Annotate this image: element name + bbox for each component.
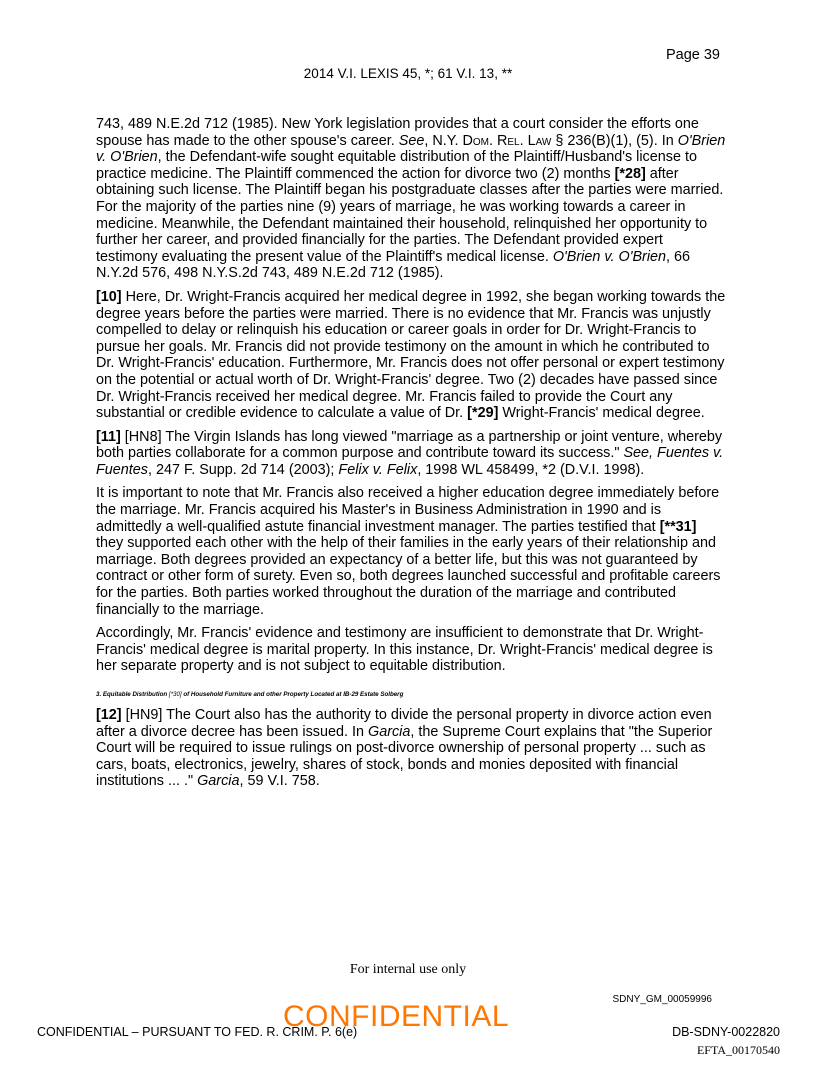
text-run: 743, 489 N.E.2d 712 (1985). New York legislation provides that a court consider the efforts one spouse has made to the other spouse's career. xyxy=(96,116,699,149)
text-run: Here, Dr. Wright-Francis acquired her medical degree in 1992, she began working towards the degree years before the parties were married. There is no evidence that Mr. Francis was unjustly compelled to delay or relinquish his education or career goals in order for Dr. Wright-Francis to pursue her goals. Mr. Francis did not provide testimony on the amount in which he contributed to Dr. Wright-Francis' education. Furthermore, Mr. Francis does not offer personal or expert testimony on the potential or actual worth of Dr. Wright-Francis' degree. Two (2) decades have passed since Dr. Wright-Francis received her medical degree. Mr. Francis failed to provide the Court any substantial or credible evidence to calculate a value of Dr. xyxy=(96,288,726,422)
heading-text: of Household Furniture and other Property Located at IB-29 Estate Solberg xyxy=(183,691,404,698)
bates-number-db: DB-SDNY-0022820 xyxy=(672,1025,780,1039)
text-run: , 59 V.I. 758. xyxy=(239,773,320,790)
text-run: , 66 N.Y.2d 576, 498 N.Y.S.2d 743, 489 N.E.2d 712 (1985). xyxy=(96,248,691,282)
page-number: Page 39 xyxy=(665,47,720,63)
text-run: Wright-Francis' medical degree. xyxy=(498,405,705,422)
text-run: [HN9] The Court also has the authority to divide the personal property in divorce action even after a divorce decree has been issued. In xyxy=(96,707,712,740)
text-run: , 247 F. Supp. 2d 714 (2003); xyxy=(148,461,339,478)
running-title: 2014 V.I. LEXIS 45, *; 61 V.I. 13, ** xyxy=(303,66,513,81)
text-run: [HN8] The Virgin Islands has long viewed "marriage as a partnership or joint venture, whereby both parties collaborate for a common purpose and contribute toward its success." xyxy=(96,428,723,462)
star-page-marker: [*28] xyxy=(614,165,646,182)
section-heading xyxy=(96,691,726,699)
statute-name: Dom. Rel. Law xyxy=(462,132,552,149)
star-page-marker: [*29] xyxy=(467,405,499,422)
case-name: Garcia xyxy=(197,773,240,790)
paragraph-10 xyxy=(96,289,726,422)
paragraph-obrien xyxy=(96,116,726,282)
text-run: , 1998 WL 458499, *2 (D.V.I. 1998). xyxy=(417,461,645,478)
paragraph-marker: [10] xyxy=(96,288,122,305)
text-run: after obtaining such license. The Plaintiff began his postgraduate classes after the parties were married. For the majority of the parties nine (9) years of marriage, he was working towards a career in medicine. Meanwhile, the Defendant maintained their household, relinquished her opportunity to further her career, and provided financially for the parties. The Defendant provided expert testimony evaluating the present value of the Plaintiff's medical license. xyxy=(96,165,724,265)
paragraph-marker: [11] xyxy=(96,428,121,445)
case-name: O'Brien v. O'Brien xyxy=(552,248,667,265)
star-page-marker: [*30] xyxy=(167,691,184,698)
paragraph-marker: [12] xyxy=(96,707,122,723)
text-run: they supported each other with the help of their families in the early years of their relationship and marriage. Both degrees provided an expectancy of a better life, but this was not guaranteed by contract or other form of surety. Even so, both degrees launched successful and profitable careers for the parties. Both parties worked throughout the duration of the marriage and contributed financially to the marriage. xyxy=(96,535,721,618)
paragraph-12 xyxy=(96,707,726,790)
confidential-stamp: CONFIDENTIAL xyxy=(283,1000,510,1033)
heading-text: 3. Equitable Distribution xyxy=(96,691,168,698)
case-name: O'Brien v. O'Brien xyxy=(96,132,726,166)
text-run: § 236(B)(1), (5). In xyxy=(551,132,678,149)
paragraph-mba xyxy=(96,485,726,618)
case-name: Garcia xyxy=(368,723,411,740)
text-run: It is important to note that Mr. Francis also received a higher education degree immediately before the marriage. Mr. Francis acquired his Master's in Business Administration in 1990 and is admittedly a well-qualified astute financial investment manager. The parties testified that xyxy=(96,485,720,535)
text-run: , the Defendant-wife sought equitable distribution of the Plaintiff/Husband's license to practice medicine. The Plaintiff commenced the action for divorce two (2) months xyxy=(96,149,697,182)
paragraph-11 xyxy=(96,429,726,479)
text-run: , N.Y. xyxy=(424,132,463,149)
text-run: , the Supreme Court explains that "the Superior Court will be required to issue rulings on post-divorce ownership of personal property ... such as cars, boats, electronics, jewelry, shares of stock, bonds and monies deposited with financial institutions ... ." xyxy=(96,723,713,790)
document-body xyxy=(96,116,726,797)
bates-number-sdny: SDNY_GM_00059996 xyxy=(612,994,712,1005)
star-page-marker: [**31] xyxy=(659,518,697,535)
confidential-legend: CONFIDENTIAL – PURSUANT TO FED. R. CRIM. P. 6(e) xyxy=(37,1025,358,1039)
paragraph-conclusion: Accordingly, Mr. Francis' evidence and testimony are insufficient to demonstrate that Dr. Wright-Francis' medical degree is marital property. In this instance, Dr. Wright-Francis' medical degree is her separate property and is not subject to equitable distribution. xyxy=(96,625,713,675)
internal-use-notice: For internal use only xyxy=(349,962,467,977)
case-name: See, Fuentes v. Fuentes xyxy=(96,445,724,478)
efta-number: EFTA_00170540 xyxy=(696,1043,780,1057)
case-name: Felix v. Felix xyxy=(338,461,418,478)
citation-signal: See xyxy=(398,132,425,149)
